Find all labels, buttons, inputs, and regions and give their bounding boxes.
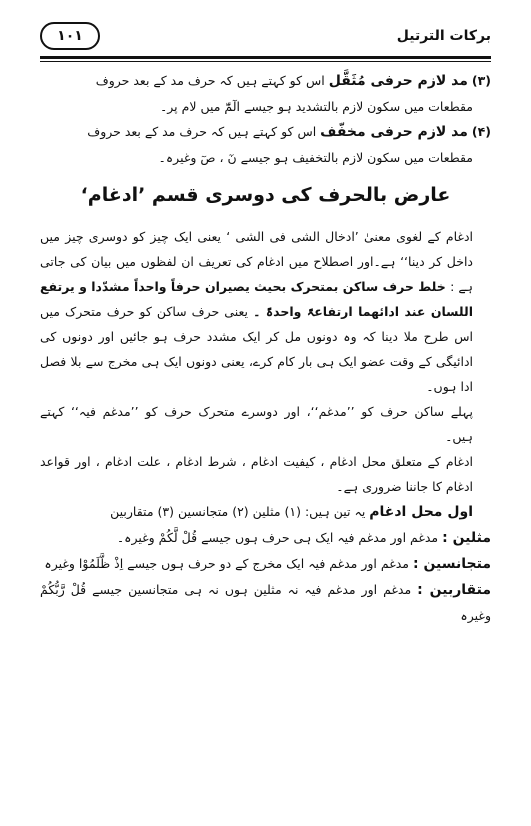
topics-paragraph: ادغام کے متعلق محل ادغام ، کیفیت ادغام ، شرط ادغام ، علت ادغام ، اور قواعد ادغام کا جاننا ضروری ہے۔ [40, 454, 473, 494]
item-4-continuation: مقطعات میں سکون لازم بالتخفیف ہو جیسے نٓ ، صٓ وغیرہ۔ [158, 150, 473, 165]
types-paragraph [40, 499, 491, 525]
definition-term: مثلین : [442, 530, 491, 546]
terms-paragraph: پہلے ساکن حرف کو ’’مدغم‘‘، اور دوسرے متحرک حرف کو ’’مدغم فیہ‘‘ کہتے ہیں۔ [40, 404, 473, 444]
item-number: (۳) [471, 73, 491, 88]
paragraph-text: یعنی حرف ساکن کو حرف متحرک میں اس طرح ملا دینا کہ وہ دونوں مل کر ایک مشدد حرف ہو جائیں اور دونوں کی ادائیگی کے وقت عضو ایک ہی بار کام کرے، یعنی دونوں ایک ہی مخرج سے بلا فصل ادا ہوں۔ [40, 304, 473, 394]
book-title: برکات الترتیل [396, 28, 491, 44]
item-term: مد لازم حرفی مُثَقَّل [328, 73, 468, 89]
paragraph-text: ادغام کے لغوی معنیٰ ’ادخال الشی فی الشی ‘ یعنی ایک چیز کو دوسری چیز میں داخل کر دینا‘‘ ہے۔اور اصطلاح میں ادغام کی تعریف ان لفظوں میں بیان کی جاتی ہے : [40, 229, 473, 294]
definition-term: متجانسین : [412, 556, 491, 572]
definition-mutajanisain [40, 551, 491, 577]
definition-mutaqaribain [40, 577, 491, 628]
types-text: یہ تین ہیں: (۱) مثلین (۲) متجانسین (۳) متقاربین [110, 504, 370, 519]
definition-text: مدغم اور مدغم فیہ ایک مخرج کے دو حرف ہوں جیسے اِذْ ظَّلَمُوْا وغیرہ [44, 556, 413, 571]
item-text: اس کو کہتے ہیں کہ حرف مد کے بعد حروف [95, 73, 329, 88]
item-text: اس کو کہتے ہیں کہ حرف مد کے بعد حروف [87, 124, 321, 139]
definition-paragraph [40, 224, 491, 399]
item-term: مد لازم حرفی مخفّف [320, 124, 468, 140]
definition-mithlain [40, 525, 491, 551]
page-number: ۱۰۱ [40, 22, 100, 50]
definition-text: مدغم اور مدغم فیہ ایک ہی حرف ہوں جیسے قُلْ لَّکُمْ وغیرہ۔ [116, 530, 443, 545]
item-3 [40, 68, 491, 94]
section-heading: عارض بالحرف کی دوسری قسم ’ادغام‘ [80, 184, 451, 206]
definition-term: متقاربین : [417, 582, 491, 598]
types-lead: اول محل ادغام [369, 504, 473, 520]
item-4 [40, 119, 491, 145]
header-rule-thick [40, 56, 491, 59]
page-header [40, 22, 491, 52]
item-3-continuation: مقطعات میں سکون لازم بالتشدید ہو جیسے الٓمّٓ میں لام پر۔ [159, 99, 473, 114]
page-body [40, 68, 491, 628]
arabic-definition: خلط حرف ساکن بمتحرک بحیث یصیران حرفاً واحداً مشدّدا و یرتفع اللسان عند ادائھما ارتفاعۃً واحدۃً ۔ [40, 279, 473, 319]
header-rule-thin [40, 61, 491, 62]
item-number: (۴) [471, 124, 491, 139]
definition-text: مدغم اور مدغم فیہ نہ مثلین ہوں نہ ہی متجانسین جیسے قُلْ رَّبُّکُمْ وغیرہ [40, 582, 491, 623]
